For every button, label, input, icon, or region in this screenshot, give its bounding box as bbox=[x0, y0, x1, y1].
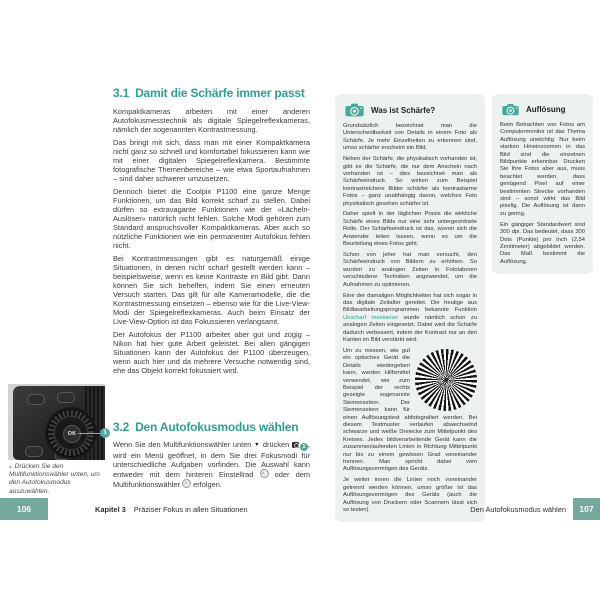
infobox-aufloesung bbox=[492, 94, 593, 274]
paragraph: Der Autofokus der P1100 arbeitet aber gut und zügig – Nikon hat hier gute Arbeit geleistet. Bei allen gängigen Situationen kann der Autofokus der P1100 überzeugen, wenn auch hier und da mehrere Versuche notwendig sind, ehe das Objekt korrekt fokussiert wird. bbox=[113, 330, 310, 375]
down-arrow-icon: ▼ bbox=[254, 442, 261, 448]
chapter-title: Präziser Fokus in allen Situationen bbox=[133, 504, 248, 514]
section-number: 3.2 bbox=[113, 420, 130, 434]
infobox-header bbox=[343, 103, 477, 117]
ok-button-icon bbox=[292, 442, 299, 448]
callout-line bbox=[78, 433, 102, 434]
section-title: Damit die Schärfe immer passt bbox=[135, 86, 305, 100]
camera-top-left-button bbox=[27, 394, 45, 405]
paragraph: Kompaktkameras arbeiten mit einer anderen Autofokusmesstechnik als digitale Spiegelreflexkameras, nämlich der sogenannten Kontrastmessung. bbox=[113, 107, 310, 134]
footer-chapter bbox=[95, 498, 248, 520]
infobox-header bbox=[500, 103, 585, 116]
paragraph-text: Um zu messen, wie gut ein optisches Gerät die Details wiedergeben kann, werden Hilfsmittel verwendet, wie zum Beispiel der rechts gezeigte sogenannte Siemensstern. Der Siemensstern kann für einen Auflösungstest abfotografiert werden. Bei diesem Testmuster verlaufen abwechselnd schwarze und weiße Dreiecke zum Mittelpunkt des Kreises. Jedes bildverarbeitende Gerät kann die zusammenlaufenden Linien in Richtung Mittelpunkt nur bis zu einem gewissen Grad voneinander trennen. Man spricht dabei vom Auflösungsvermögen des Geräts. bbox=[343, 347, 477, 473]
paragraph-text: drücken bbox=[262, 440, 290, 449]
box-paragraph-siemens bbox=[343, 348, 477, 474]
multi-selector-icon bbox=[182, 479, 191, 488]
camera-icon bbox=[345, 103, 364, 117]
box-paragraph-highlight bbox=[343, 293, 477, 345]
caption-text: Drücken Sie den Multifunktionswähler unten, um den Autofokusmodus auszuwählen. bbox=[9, 463, 100, 495]
left-text-column bbox=[113, 86, 310, 418]
paragraph-text: wurde nämlich schon zu analogen Zeiten eingesetzt. Dabei wird die Schärfe dadurch verbessert, indem der Kontrast nur an den Kanten im Bild verstärkt wird. bbox=[343, 314, 477, 343]
box-paragraph: Je weiter innen die Linien noch voneinander getrennt werden können, umso größer ist das Auflösungsvermögen des Geräts (auch die Auflösung von Druckern oder Scannern lässt sich so testen). bbox=[343, 477, 477, 513]
box-paragraph: Schon von jeher hat man versucht, den Schärfeeindruck von Bildern zu erhöhen. So wurden zu analogen Zeiten in Fotolaboren verschiedene Techniken angewendet, um die Aufnahmen zu optimieren. bbox=[343, 252, 477, 288]
callout-1-badge: 1 bbox=[100, 428, 110, 438]
callout-1-badge-inline: 1 bbox=[300, 443, 308, 451]
box-paragraph: Beim Betrachten von Fotos am Computermonitor ist das Thema Auflösung unwichtig. Nur beim starken Hineinzoomen in das Bild sind die einzelnen Bildpunkte erkennbar. Drucken Sie Ihre Fotos aber aus, muss beachtet werden, dass genügend Pixel auf einer bestimmten Strecke vorhanden sind – sonst wirkt das Bild pixelig. Die Auflösung ist dann zu gering. bbox=[500, 122, 585, 217]
paragraph: Das bringt mit sich, dass man mit einer Kompaktkamera nicht ganz so schnell und komfortabel fokussieren kann wie mit einer digitalen Spiegelreflexkamera. Bestimmte fotografische Themenbereiche – wie etwa Sportaufnahmen – sind daher schwerer umzusetzen. bbox=[113, 138, 310, 183]
paragraph-text: , wird ein Menü geöffnet, in dem Sie drei Fokusmodi für unterschiedliche Aufgaben vorfinden. Die Auswahl kann entweder mit dem hinteren Einstellrad bbox=[113, 440, 310, 479]
ok-button: OK bbox=[63, 425, 81, 443]
siemens-star-image bbox=[415, 349, 477, 411]
unsharp-mask-term: Unscharf maskieren bbox=[343, 314, 399, 321]
infobox-was-ist-schaerfe bbox=[335, 94, 485, 522]
figure-caption bbox=[9, 463, 109, 496]
autofocus-mode-paragraph bbox=[113, 440, 310, 489]
paragraph-text: oder dem Multifunktionswähler bbox=[113, 470, 310, 489]
camera-body bbox=[13, 386, 105, 460]
paragraph: Bei Kontrastmessungen gibt es naturgemäß einige Situationen, in denen nicht scharf gestellt werden kann – beispielsweise, wenn es keine Kontraste im Bild gibt. Dann können Sie sich behelfen, indem Sie einen erneuten Versuch starten. Das gilt für alle Kameramodelle, die die Kontrastmessung einsetzen – ebenso wie für die Live-View-Modi der Spiegelreflexkameras. Auch beim Einsatz der Live-View-Option ist das Fokussieren verlangsamt. bbox=[113, 254, 310, 326]
infobox-title: Auflösung bbox=[526, 105, 566, 114]
infobox-title: Was ist Schärfe? bbox=[371, 105, 436, 115]
camera-bottom-left-button bbox=[25, 446, 43, 457]
footer-section-title: Den Autofokusmodus wählen bbox=[470, 504, 566, 514]
page-number-right: 107 bbox=[573, 498, 600, 520]
camera-icon bbox=[502, 103, 519, 116]
box-paragraph: Daher spielt in der täglichen Praxis die wirkliche Schärfe eines Bilds nur eine sehr untergeordnete Rolle. Der Schärfeeindruck ist das, wovon sich die Anwender leiten lassen, wenn es um die Beurteilung eines Fotos geht. bbox=[343, 211, 477, 248]
section-title: Den Autofokusmodus wählen bbox=[135, 420, 299, 434]
page-number-left: 106 bbox=[0, 498, 48, 520]
section-3-2-heading bbox=[113, 420, 310, 434]
camera-top-right-button bbox=[57, 392, 75, 403]
paragraph-text: Eine der damaligen Möglichkeiten hat sich sogar in das digitale Zeitalter gerettet. Die heutige aus Bildbearbeitungsprogrammen bekannte Funktion bbox=[343, 292, 477, 314]
box-paragraph: Grundsätzlich bezeichnet man die Unterscheidbarkeit von Details in einem Foto als Schärfe. Je mehr Einzelheiten zu erkennen sind, umso schärfer erscheint ein Bild. bbox=[343, 123, 477, 152]
paragraph-text: Wenn Sie den Multifunktionswähler unten bbox=[113, 440, 252, 449]
camera-back-photo bbox=[8, 384, 105, 460]
section-number: 3.1 bbox=[113, 86, 130, 100]
paragraph: Dennoch bietet die Coolpix P1100 eine ganze Menge Funktionen, um das Bild korrekt scharf zu stellen. Dabei dürfen so extravagante Funktionen wie der »Lächeln-Auslöser« natürlich nicht fehlen. Solche Modi gehören zum Standard anspruchsvoller Kompaktkameras. Aber auch so nützliche Funktionen wie ein permanenter Autofokus fehlen nicht. bbox=[113, 187, 310, 250]
rear-command-dial-icon bbox=[260, 469, 269, 478]
section-3-2-block bbox=[113, 420, 310, 493]
caption-triangle-marker: ▴ bbox=[9, 464, 12, 470]
box-paragraph: Neben der Schärfe, die physikalisch vorhanden ist, gibt es die Schärfe, die nur dem Anschein nach vorhanden ist – dies bezeichnet man als Schärfeeindruck. So wirken zum Beispiel kontrastreichere Bilder schärfer als kontrastarme Fotos – ganz unabhängig davon, welches Foto physikalisch gesehen schärfer ist. bbox=[343, 156, 477, 207]
box-paragraph: Ein gängiger Standardwert sind 300 dpi. Das bedeutet, dass 300 Dots (Punkte) pro Inch (2,54 Zentimeter) abgebildet werden. Das Maß bestimmt die Auflösung. bbox=[500, 221, 585, 265]
section-3-1-heading bbox=[113, 86, 310, 100]
paragraph-text: erfolgen. bbox=[193, 480, 222, 489]
chapter-label: Kapitel 3 bbox=[95, 504, 126, 514]
